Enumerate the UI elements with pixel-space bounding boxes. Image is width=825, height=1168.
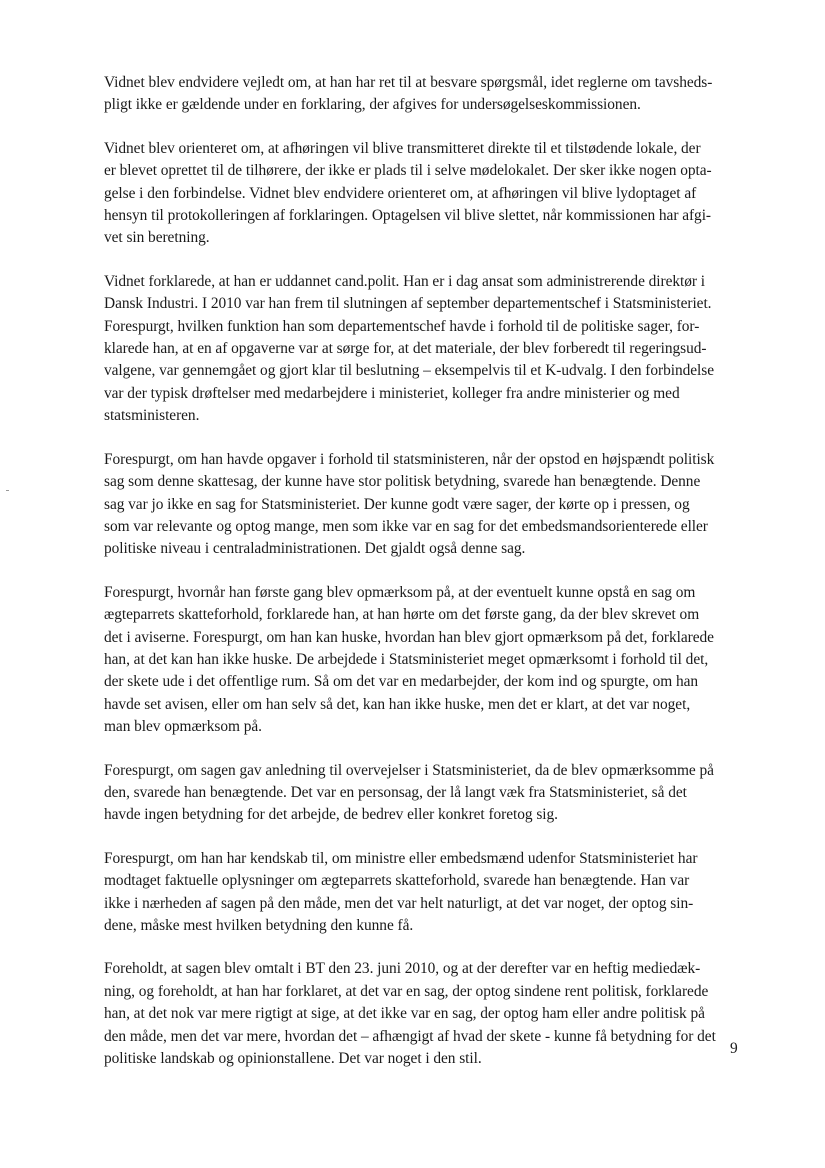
- text-line: Vidnet blev orienteret om, at afhøringen vil blive transmitteret direkte til et tilstødende lokale, der: [104, 139, 701, 157]
- document-body: [104, 72, 744, 1091]
- text-line: hensyn til protokolleringen af forklaringen. Optagelsen vil blive slettet, når kommissionen har afgi-: [104, 207, 711, 225]
- text-line: havde set avisen, eller om han selv så det, kan han ikke huske, men det er klart, at det var noget,: [104, 695, 691, 713]
- paragraph-6: [104, 760, 744, 827]
- text-line: der skete ude i det offentlige rum. Så om det var en medarbejder, der kom ind og spurgte, om han: [104, 673, 699, 691]
- text-line: var der typisk drøftelser med medarbejdere i ministeriet, kolleger fra andre ministerier og med: [104, 384, 680, 402]
- text-line: Vidnet forklarede, at han er uddannet cand.polit. Han er i dag ansat som administrerende direktør i: [104, 272, 705, 290]
- paragraph-3: [104, 271, 744, 428]
- text-line: ning, og foreholdt, at han har forklaret, at det var en sag, der optog sindene rent politisk, forklarede: [104, 982, 709, 1000]
- text-line: sag som denne skattesag, der kunne have stor politisk betydning, svarede han benægtende. Denne: [104, 473, 701, 491]
- text-line: han, at det nok var mere rigtigt at sige, at det ikke var en sag, der optog ham eller andre politisk på: [104, 1005, 705, 1023]
- text-line: er blevet oprettet til de tilhørere, der ikke er plads til i selve mødelokalet. Der sker ikke nogen opta-: [104, 162, 712, 180]
- text-line: politiske landskab og opinionstallene. Det var noget i den stil.: [104, 1050, 482, 1068]
- text-line: Dansk Industri. I 2010 var han frem til slutningen af september departementschef i Statsministeriet.: [104, 295, 712, 313]
- margin-mark: [6, 490, 9, 491]
- text-line: ægteparrets skatteforhold, forklarede han, at han hørte om det første gang, da der blev skrevet om: [104, 606, 700, 624]
- paragraph-5: [104, 582, 744, 739]
- paragraph-4: [104, 449, 744, 561]
- text-line: Forespurgt, om han har kendskab til, om ministre eller embedsmænd udenfor Statsministeriet har: [104, 849, 698, 867]
- text-line: pligt ikke er gældende under en forklaring, der afgives for undersøgelseskommissionen.: [104, 96, 641, 114]
- text-line: han, at det kan han ikke huske. De arbejdede i Statsministeriet meget opmærksomt i forhold til det,: [104, 650, 709, 668]
- text-line: Vidnet blev endvidere vejledt om, at han har ret til at besvare spørgsmål, idet reglerne om tavsheds-: [104, 74, 713, 91]
- text-line: Forespurgt, om sagen gav anledning til overvejelser i Statsministeriet, da de blev opmærksomme på: [104, 761, 714, 779]
- text-line: statsministeren.: [104, 407, 200, 425]
- text-line: ikke i nærheden af sagen på den måde, men det var helt naturligt, at det var noget, der optog sin-: [104, 894, 694, 912]
- text-line: vet sin beretning.: [104, 229, 210, 247]
- text-line: Foreholdt, at sagen blev omtalt i BT den 23. juni 2010, og at der derefter var en heftig mediedæk-: [104, 960, 701, 978]
- text-line: gelse i den forbindelse. Vidnet blev endvidere orienteret om, at afhøringen vil blive lydoptaget af: [104, 184, 697, 202]
- text-line: valgene, var gennemgået og gjort klar til beslutning – eksempelvis til et K-udvalg. I den forbindelse: [104, 362, 714, 380]
- text-line: modtaget faktuelle oplysninger om ægteparrets skatteforhold, svarede han benægtende. Han var: [104, 872, 690, 890]
- text-line: Forespurgt, hvilken funktion han som departementschef havde i forhold til de politiske sager, for-: [104, 317, 700, 335]
- paragraph-2: [104, 138, 744, 250]
- text-line: sag var jo ikke en sag for Statsministeriet. Der kunne godt være sager, der kørte op i pressen, og: [104, 495, 690, 513]
- text-line: klarede han, at en af opgaverne var at sørge for, at det materiale, der blev forberedt til regeringsud-: [104, 340, 707, 358]
- text-line: Forespurgt, hvornår han første gang blev opmærksom på, at der eventuelt kunne opstå en sag om: [104, 583, 696, 601]
- text-line: Forespurgt, om han havde opgaver i forhold til statsministeren, når der opstod en højspændt politisk: [104, 450, 715, 468]
- text-line: det i aviserne. Forespurgt, om han kan huske, hvordan han blev gjort opmærksom på det, forklarede: [104, 628, 714, 646]
- page-number: 9: [730, 1040, 738, 1057]
- text-line: man blev opmærksom på.: [104, 718, 262, 736]
- paragraph-8: [104, 958, 744, 1070]
- text-line: havde ingen betydning for det arbejde, de bedrev eller konkret foretog sig.: [104, 806, 558, 824]
- text-line: som var relevante og optog mange, men som ikke var en sag for det embedsmandsorienterede eller: [104, 517, 708, 535]
- text-line: dene, måske mest hvilken betydning den kunne få.: [104, 917, 414, 934]
- text-line: politiske niveau i centraladministrationen. Det gjaldt også denne sag.: [104, 540, 526, 558]
- text-line: den, svarede han benægtende. Det var en personsag, der lå langt væk fra Statsministeriet, så det: [104, 783, 687, 801]
- paragraph-7: [104, 848, 744, 938]
- paragraph-1: [104, 72, 744, 117]
- text-line: den måde, men det var mere, hvordan det – afhængigt af hvad der skete - kunne få betydning for det: [104, 1027, 716, 1045]
